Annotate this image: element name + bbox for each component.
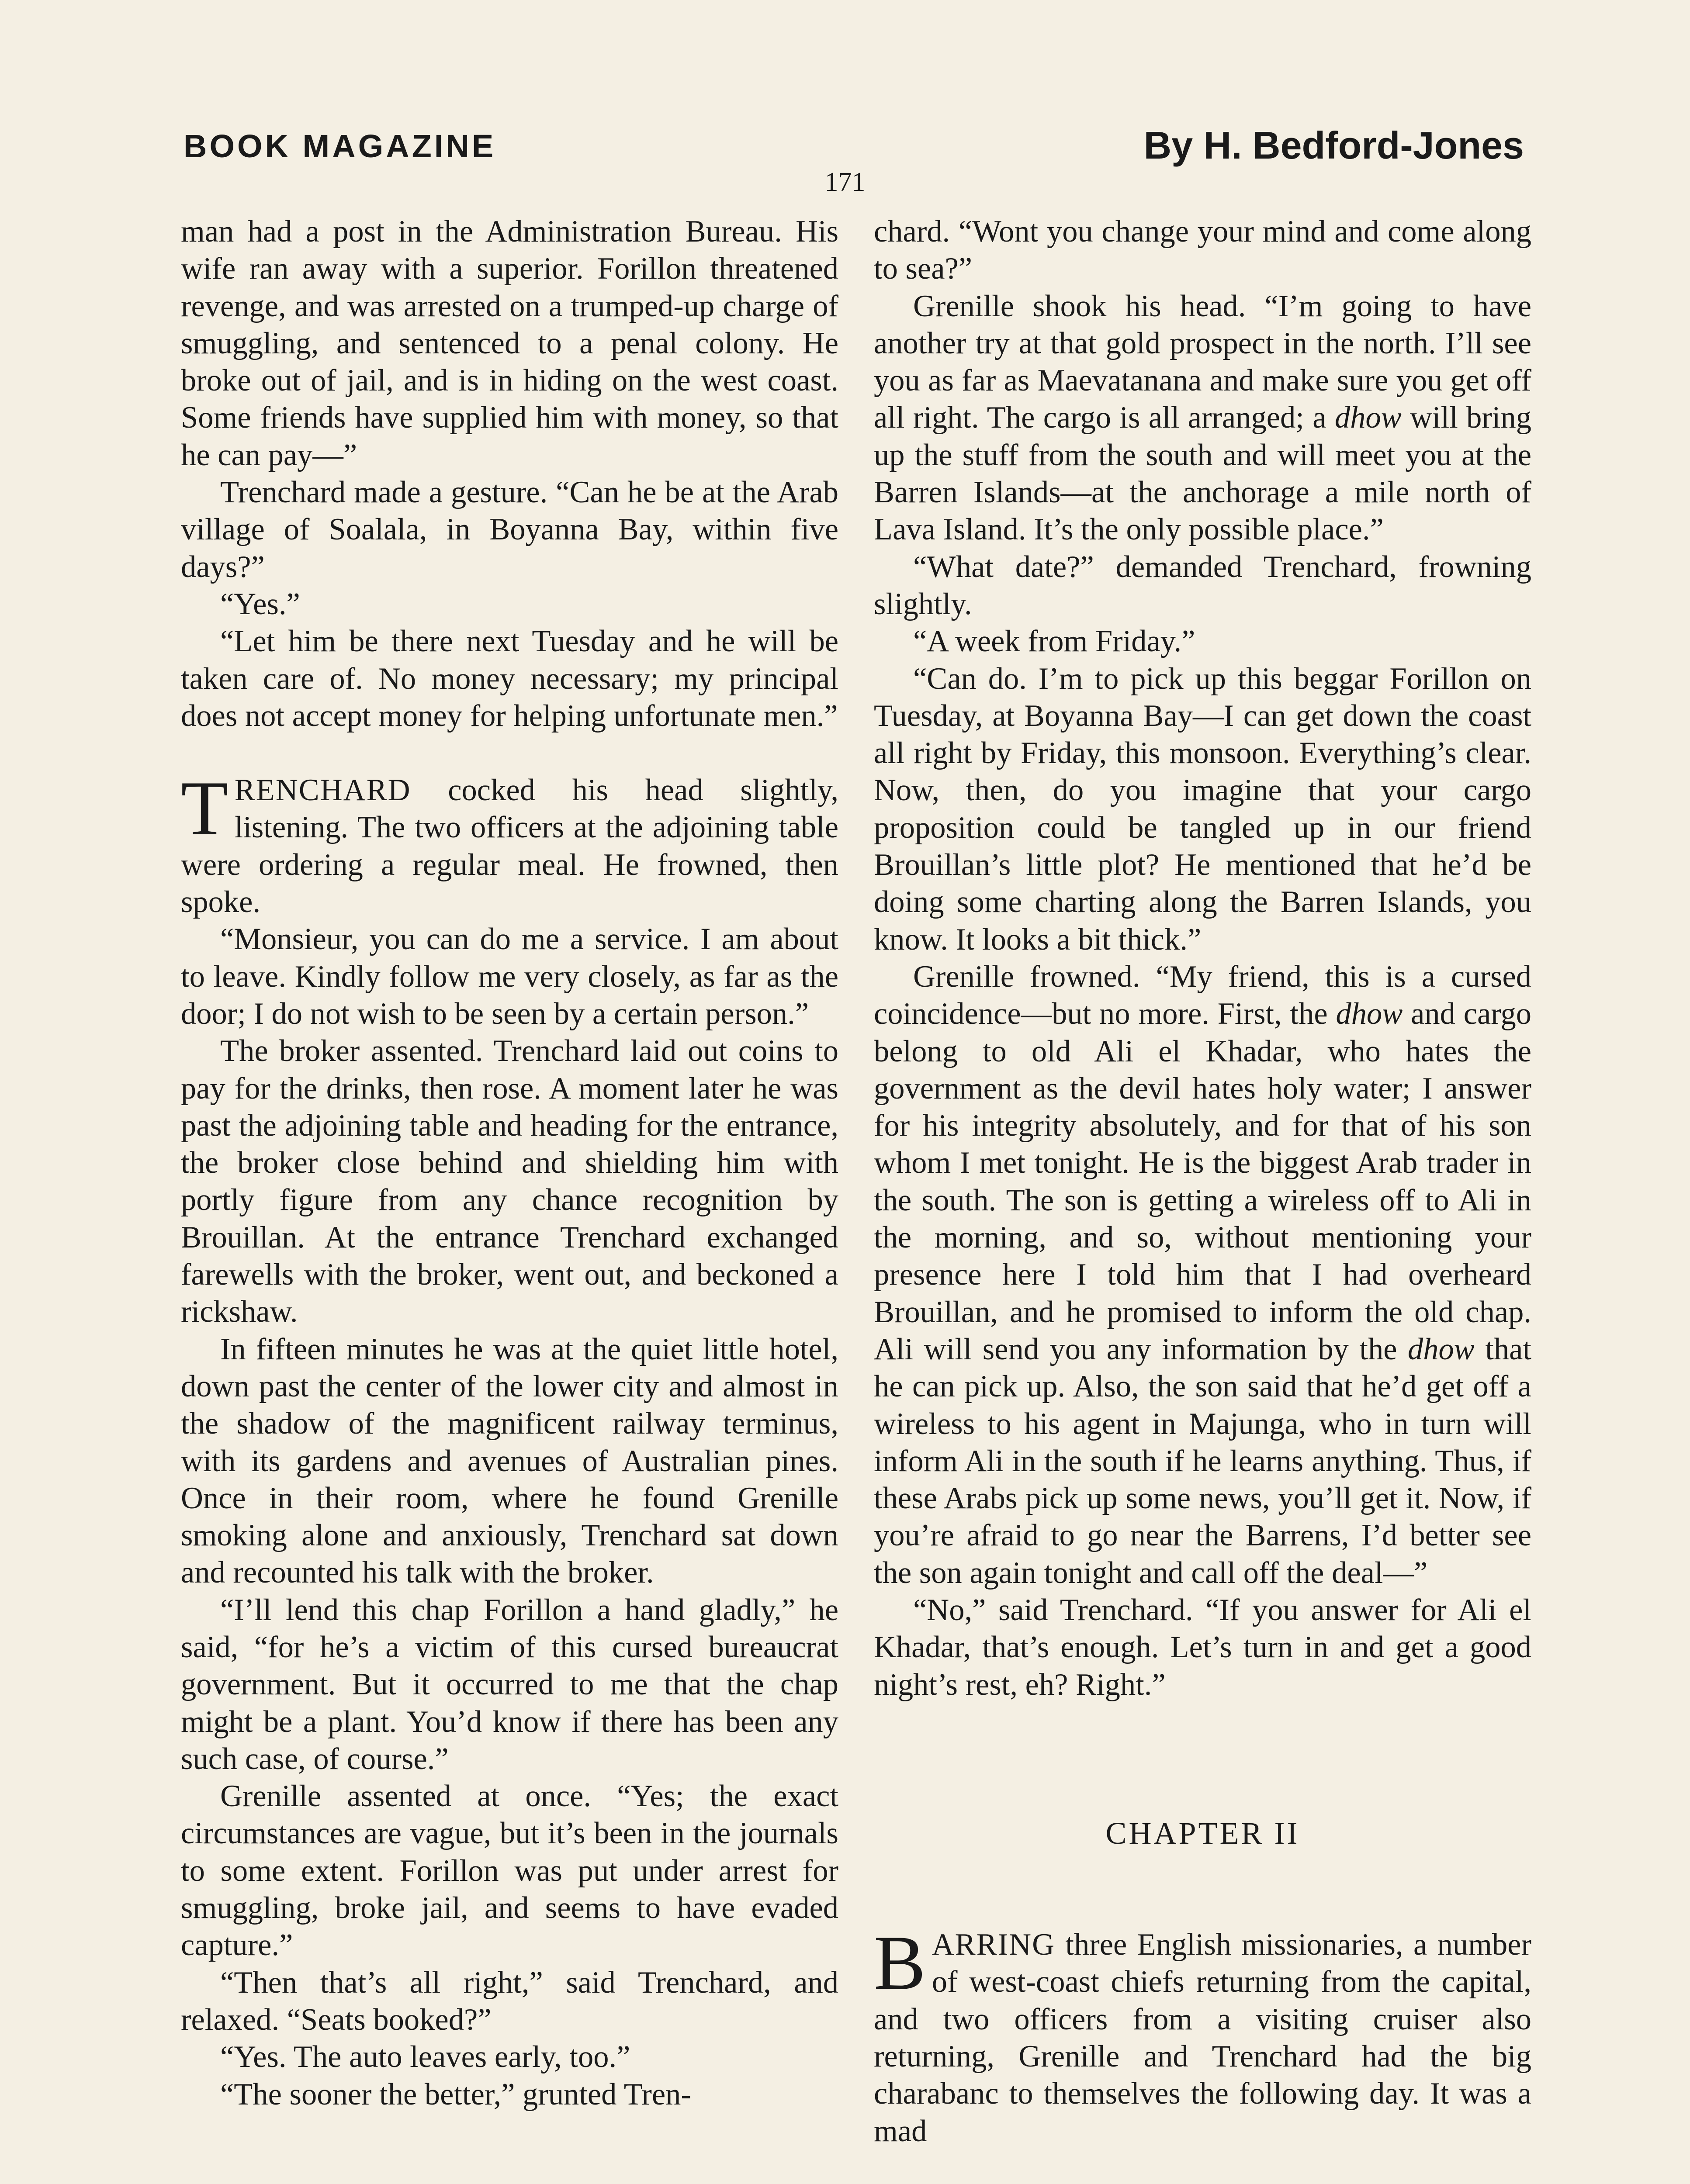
paragraph: “A week from Friday.”	[913, 624, 1195, 659]
small-caps-lead: RENCHARD	[234, 773, 411, 808]
drop-cap: B	[874, 1919, 926, 2006]
paragraph-text: Grenille shook his head. “I’m going to have another try at that gold prospect in the north. I’ll see you as far as Maevatanana and make sure you get off all right. The cargo is all arranged; a	[874, 289, 1531, 435]
paragraph: “I’ll lend this chap Forillon a hand gladly,” he said, “for he’s a victim of this cursed bureaucrat government. But it occurred to me that the chap might be a plant. You’d know if there has been any such case, of course.”	[181, 1593, 838, 1776]
paragraph: The broker assented. Trenchard laid out coins to pay for the drinks, then rose. A moment later he was past the adjoining table and heading for the entrance, the broker close behind and shielding him with portly figure from any chance recognition by Brouillan. At the entrance Trenchard exchanged farewells with the broker, went out, and beckoned a rickshaw.	[181, 1034, 838, 1329]
paragraph: “Let him be there next Tuesday and he will be taken care of. No money necessary; my principal does not accept money for helping unfortunate men.”	[181, 624, 838, 733]
section-start-paragraph	[874, 1919, 1531, 2150]
small-caps-lead: ARRING	[932, 1928, 1055, 1962]
author-byline: By H. Bedford-Jones	[1143, 124, 1524, 167]
paragraph-text: cocked his head slightly, listening. The two officers at the adjoining table were ordering a regular meal. He frowned, then spoke.	[181, 773, 838, 919]
paragraph: “Then that’s all right,” said Trenchard, and relaxed. “Seats booked?”	[181, 1965, 838, 2037]
paragraph	[874, 288, 1531, 549]
section-start-paragraph	[181, 765, 838, 921]
paragraph: Trenchard made a gesture. “Can he be at the Arab village of Soalala, in Boyanna Bay, within five days?”	[181, 475, 838, 584]
paragraph: man had a post in the Administration Bureau. His wife ran away with a superior. Forillon threatened revenge, and was arrested on a trumped-up charge of smuggling, and sentenced to a penal colony. He broke out of jail, and is in hiding on the west coast. Some friends have supplied him with money, so that he can pay—”	[181, 214, 838, 472]
paragraph-text: Grenille frowned. “My friend, this is a cursed coincidence—but no more. First, the	[874, 959, 1531, 1031]
paragraph: “Yes.”	[220, 587, 300, 621]
italic-word: dhow	[1336, 997, 1403, 1031]
paragraph-text: three English missionaries, a number of west-coast chiefs returning from the capital, and two officers from a visiting cruiser also returning, Grenille and Trenchard had the big charabanc to themselves the following day. It was a mad	[874, 1928, 1531, 2148]
page-header	[184, 119, 1524, 171]
paragraph: chard. “Wont you change your mind and come along to sea?”	[874, 214, 1531, 286]
paragraph: In fifteen minutes he was at the quiet little hotel, down past the center of the lower city and almost in the shadow of the magnificent railway terminus, with its gardens and avenues of Australian pines. Once in their room, where he found Grenille smoking alone and anxiously, Trenchard sat down and recounted his talk with the broker.	[181, 1332, 838, 1590]
paragraph-text: will bring up the stuff from the south and will meet you at the Barren Islands—at the anchorage a mile north of Lava Island. It’s the only possible place.”	[874, 401, 1531, 547]
page-number: 171	[824, 167, 866, 197]
paragraph: “Can do. I’m to pick up this beggar Forillon on Tuesday, at Boyanna Bay—I can get down the coast all right by Friday, this monsoon. Everything’s clear. Now, then, do you imagine that your cargo proposition could be tangled up in our friend Brouillan’s little plot? He mentioned that he’d be doing some charting along the Barren Islands, you know. It looks a bit thick.”	[874, 661, 1531, 957]
chapter-heading: CHAPTER II	[1105, 1815, 1300, 1851]
paragraph: “The sooner the better,” grunted Tren-	[220, 2077, 691, 2111]
right-column	[874, 213, 1531, 2150]
paragraph	[874, 958, 1531, 1592]
italic-word: dhow	[1334, 401, 1402, 435]
paragraph: “What date?” demanded Trenchard, frowning slightly.	[874, 549, 1531, 621]
paragraph: “No,” said Trenchard. “If you answer for Ali el Khadar, that’s enough. Let’s turn in and get a good night’s rest, eh? Right.”	[874, 1593, 1531, 1702]
magazine-title: BOOK MAGAZINE	[184, 128, 496, 164]
paragraph-text: that he can pick up. Also, the son said that he’d get off a wireless to his agent in Majunga, who in turn will inform Ali in the south if he learns anything. Thus, if these Arabs pick up some news, you’ll get it. Now, if you’re afraid to go near the Barrens, I’d better see the son again tonight and call off the deal—”	[874, 1332, 1531, 1590]
left-column	[181, 213, 838, 2113]
drop-cap: T	[181, 765, 229, 852]
italic-word: dhow	[1408, 1332, 1475, 1366]
paragraph: “Monsieur, you can do me a service. I am about to leave. Kindly follow me very closely, as far as the door; I do not wish to be seen by a certain person.”	[181, 922, 838, 1031]
paragraph: Grenille assented at once. “Yes; the exact circumstances are vague, but it’s been in the journals to some extent. Forillon was put under arrest for smuggling, broke jail, and seems to have evaded capture.”	[181, 1779, 838, 1963]
paragraph: “Yes. The auto leaves early, too.”	[220, 2040, 630, 2074]
paragraph-text: and cargo belong to old Ali el Khadar, who hates the government as the devil hates holy water; I answer for his integrity absolutely, and for that of his son whom I met tonight. He is the biggest Arab trader in the south. The son is getting a wireless off to Ali in the morning, and so, without mentioning your presence here I told him that I had overheard Brouillan, and he promised to inform the old chap. Ali will send you any information by the	[874, 997, 1532, 1366]
